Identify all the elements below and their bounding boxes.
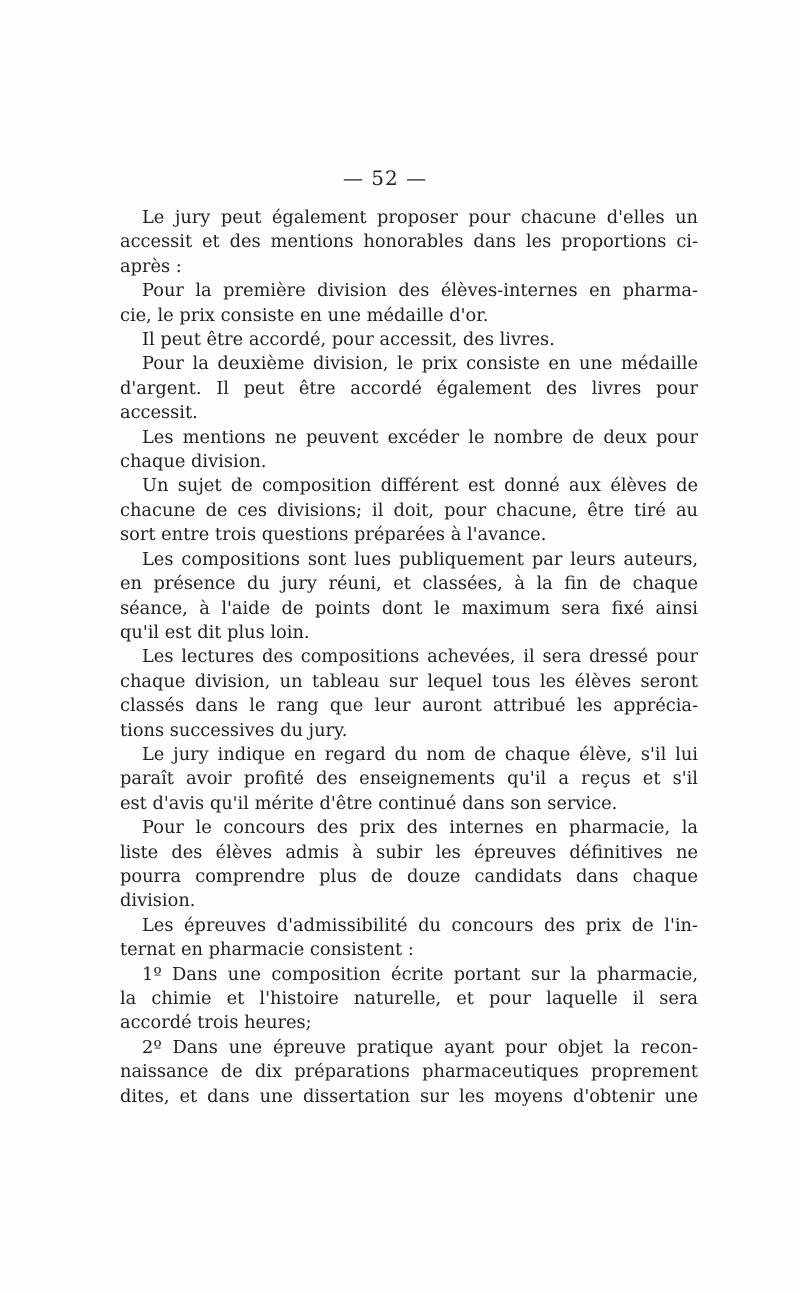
text-line: accordé trois heures; (120, 1012, 312, 1034)
text-line: classés dans le rang que leur auront attribué les apprécia- (120, 695, 698, 717)
text-line: Pour la première division des élèves-internes en pharma- (142, 280, 698, 302)
text-line: 2º Dans une épreuve pratique ayant pour objet la recon- (142, 1036, 698, 1058)
text-line: accessit et des mentions honorables dans les proportions ci- (120, 231, 698, 253)
text-line: Le jury peut également proposer pour chacune d'elles un (142, 207, 698, 228)
text-line: d'argent. Il peut être accordé également des livres pour (120, 377, 698, 399)
text-line: séance, à l'aide de points dont le maximum sera fixé ainsi (120, 597, 698, 619)
text-line: Un sujet de composition différent est donné aux élèves de (142, 475, 698, 497)
text-line: Les mentions ne peuvent excéder le nombre de deux pour (142, 426, 698, 448)
text-line: Le jury indique en regard du nom de chaque élève, s'il lui (142, 743, 698, 765)
text-line: qu'il est dit plus loin. (120, 621, 310, 643)
text-line: naissance de dix préparations pharmaceutiques proprement (120, 1061, 698, 1083)
text-line: division. (120, 890, 196, 912)
text-line: pourra comprendre plus de douze candidats dans chaque (120, 865, 698, 887)
text-line: Pour la deuxième division, le prix consiste en une médaille (142, 353, 698, 375)
text-line: la chimie et l'histoire naturelle, et pour laquelle il sera (120, 988, 698, 1009)
text-line: après : (120, 255, 182, 277)
text-line: Les compositions sont lues publiquement par leurs auteurs, (142, 548, 698, 570)
page-number: — 52 — (342, 166, 428, 190)
text-line: Les lectures des compositions achevées, il sera dressé pour (142, 646, 698, 668)
body-text (120, 206, 698, 1109)
text-line: liste des élèves admis à subir les épreuves définitives ne (120, 841, 698, 863)
text-line: accessit. (120, 402, 198, 424)
text-line: Les épreuves d'admissibilité du concours des prix de l'in- (142, 914, 698, 936)
text-line: chacune de ces divisions; il doit, pour chacune, être tiré au (120, 499, 698, 521)
text-line: cie, le prix consiste en une médaille d'or. (120, 304, 489, 326)
text-line: chaque division, un tableau sur lequel tous les élèves seront (120, 670, 698, 692)
text-line: sort entre trois questions préparées à l'avance. (120, 524, 547, 546)
text-line: dites, et dans une dissertation sur les moyens d'obtenir une (120, 1085, 698, 1107)
text-line: ternat en pharmacie consistent : (120, 939, 414, 961)
text-line: en présence du jury réuni, et classées, à la fin de chaque (120, 573, 698, 595)
text-line: 1º Dans une composition écrite portant sur la pharmacie, (142, 963, 698, 985)
text-line: paraît avoir profité des enseignements qu'il a reçus et s'il (120, 768, 698, 790)
text-line: chaque division. (120, 451, 267, 473)
text-line: Il peut être accordé, pour accessit, des livres. (142, 329, 555, 351)
text-line: est d'avis qu'il mérite d'être continué dans son service. (120, 792, 618, 814)
text-line: tions successives du jury. (120, 719, 348, 741)
text-line: Pour le concours des prix des internes en pharmacie, la (142, 817, 698, 839)
